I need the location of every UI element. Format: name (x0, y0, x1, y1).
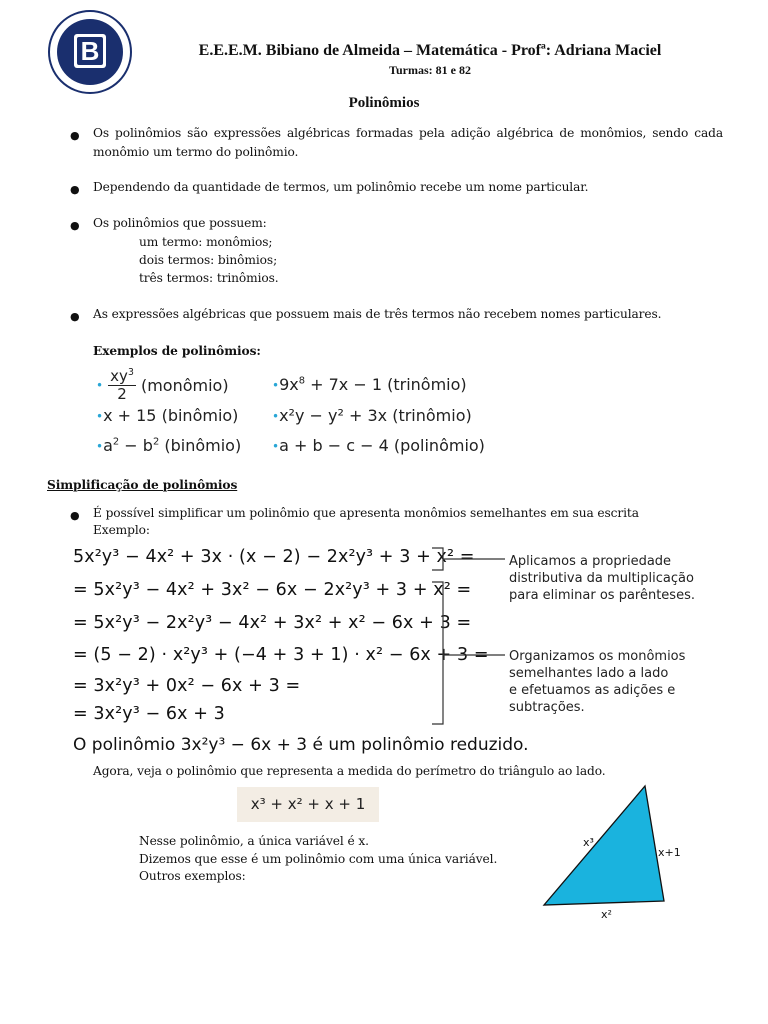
equation-line-3: = 5x²y³ − 2x²y³ − 4x² + 3x² + x² − 6x + 3 = (73, 613, 472, 633)
perimeter-line-1: Nesse polinômio, a única variável é x. (139, 834, 369, 848)
label-side-bottom: x² (601, 908, 612, 921)
example-label: (binômio) (161, 406, 239, 425)
example-label-text: Exemplo: (93, 523, 150, 537)
label-side-right: x+1 (658, 846, 681, 859)
note-line: para eliminar os parênteses. (509, 588, 695, 603)
simplification-text: É possível simplificar um polinômio que apresenta monômios semelhantes em sua escrita (93, 506, 639, 520)
bullet-icon: ● (70, 219, 80, 232)
label-side-left: x³ (583, 836, 594, 849)
bullet-icon: ● (70, 310, 80, 323)
example-binomio-2: $•a^2 - b^2$ (binômio) (96, 436, 242, 455)
simplification-heading: Simplificação de polinômios (47, 478, 238, 492)
bullet-text-1: Os polinômios são expressões algébricas formadas pela adição algébrica de monômios, sendo cada monômio um termo do polinômio. (93, 126, 723, 159)
triangle-figure (540, 780, 720, 930)
equation-line-1: 5x²y³ − 4x² + 3x · (x − 2) − 2x²y³ + 3 + x² = (73, 547, 475, 567)
equation-line-6: = 3x²y³ − 6x + 3 (73, 704, 225, 724)
perimeter-polynomial-box: x³ + x² + x + 1 (237, 787, 379, 822)
example-label: (trinômio) (387, 375, 467, 394)
note-line: semelhantes lado a lado (509, 666, 669, 681)
note-line: subtrações. (509, 700, 585, 715)
example-trinomio-1: $•9x^8 + 7x - 1$ (trinômio) (272, 375, 467, 394)
header-title: E.E.E.M. Bibiano de Almeida – Matemática - Profª: Adriana Maciel (198, 42, 662, 59)
examples-heading: Exemplos de polinômios: (93, 344, 261, 358)
example-polinomio: •a + b − c − 4 (polinômio) (272, 436, 485, 455)
note-line: Aplicamos a propriedade (509, 554, 672, 569)
term-item: três termos: trinômios. (139, 271, 279, 285)
bullet-text-3: Os polinômios que possuem: (93, 216, 267, 230)
example-binomio-1: •x + 15 (binômio) (96, 406, 239, 425)
header-subtitle: Turmas: 81 e 82 (389, 63, 471, 77)
example-label: (monômio) (140, 376, 229, 395)
perimeter-intro: Agora, veja o polinômio que representa a medida do perímetro do triângulo ao lado. (93, 764, 606, 778)
bullet-text-4: As expressões algébricas que possuem mais de três termos não recebem nomes particulares. (93, 307, 662, 321)
logo-letter: B (80, 36, 100, 66)
bullet-icon: ● (70, 183, 80, 196)
bullet-icon: ● (70, 129, 80, 142)
bullet-icon: ● (70, 509, 80, 522)
bullet-text-2: Dependendo da quantidade de termos, um polinômio recebe um nome particular. (93, 180, 589, 194)
note-line: distributiva da multiplicação (509, 571, 694, 586)
example-label: (polinômio) (393, 436, 485, 455)
note-distributive (509, 553, 695, 604)
note-line: Organizamos os monômios (509, 649, 686, 664)
note-line: e efetuamos as adições e (509, 683, 676, 698)
perimeter-line-3: Outros exemplos: (139, 869, 246, 883)
example-label: (trinômio) (392, 406, 472, 425)
term-item: dois termos: binômios; (139, 253, 278, 267)
conclusion-text: O polinômio 3x²y³ − 6x + 3 é um polinômio reduzido. (73, 735, 529, 755)
page-title: Polinômios (348, 95, 420, 111)
equation-line-5: = 3x²y³ + 0x² − 6x + 3 = (73, 676, 301, 696)
equation-line-4: = (5 − 2) · x²y³ + (−4 + 3 + 1) · x² − 6x + 3 = (73, 645, 489, 665)
note-organize (509, 648, 685, 716)
triangle-shape (544, 786, 664, 905)
conclusion-suffix: é um polinômio reduzido. (312, 735, 529, 755)
example-monomio: • $\frac{xy^3}{2}$ (monômio) (96, 367, 229, 403)
conclusion-prefix: O polinômio (73, 735, 176, 755)
equation-line-2: = 5x²y³ − 4x² + 3x² − 6x − 2x²y³ + 3 + x² = (73, 580, 472, 600)
perimeter-line-2: Dizemos que esse é um polinômio com uma única variável. (139, 852, 498, 866)
term-item: um termo: monômios; (139, 235, 273, 249)
example-trinomio-2: •x²y − y² + 3x (trinômio) (272, 406, 472, 425)
example-label: (binômio) (164, 436, 242, 455)
